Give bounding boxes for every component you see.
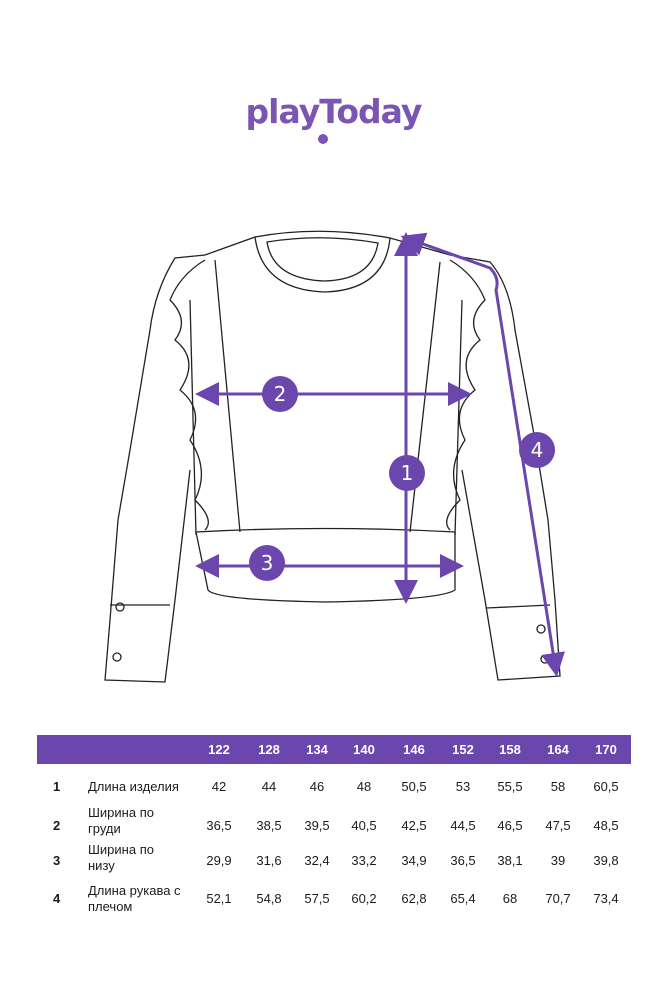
size-header: 146	[403, 742, 425, 757]
svg-text:1: 1	[400, 461, 414, 485]
row-number: 4	[53, 891, 61, 906]
table-cell: 44,5	[450, 818, 476, 833]
table-cell: 46	[309, 779, 325, 794]
table-cell: 65,4	[450, 891, 476, 906]
table-cell: 60,2	[351, 891, 377, 906]
table-cell: 70,7	[545, 891, 571, 906]
table-cell: 40,5	[351, 818, 377, 833]
size-header: 122	[208, 742, 230, 757]
table-cell: 53	[455, 779, 471, 794]
row-label: Длина рукава с плечом	[88, 883, 181, 914]
sweater-outline	[105, 231, 560, 682]
size-header: 164	[547, 742, 569, 757]
size-header: 134	[306, 742, 328, 757]
row-label: Ширина по груди	[88, 805, 154, 836]
table-cell: 31,6	[256, 853, 282, 868]
svg-text:3: 3	[260, 551, 274, 575]
table-cell: 60,5	[593, 779, 619, 794]
size-header: 170	[595, 742, 617, 757]
row-label: Ширина по низу	[88, 842, 154, 873]
svg-text:4: 4	[530, 438, 544, 462]
table-cell: 52,1	[206, 891, 232, 906]
table-row	[37, 875, 631, 915]
marker-3	[249, 545, 285, 581]
size-table	[37, 735, 631, 915]
row-number: 1	[53, 779, 61, 794]
svg-text:2: 2	[273, 382, 287, 406]
row-number: 2	[53, 818, 61, 833]
table-cell: 38,5	[256, 818, 282, 833]
marker-1	[389, 455, 425, 491]
table-cell: 58	[550, 779, 566, 794]
row-label: Длина изделия	[88, 779, 179, 794]
table-cell: 62,8	[401, 891, 427, 906]
size-header: 158	[499, 742, 521, 757]
table-cell: 39,8	[593, 853, 619, 868]
marker-2	[262, 376, 298, 412]
table-cell: 38,1	[497, 853, 523, 868]
size-table-header	[37, 735, 631, 764]
table-cell: 55,5	[497, 779, 523, 794]
size-header: 140	[353, 742, 375, 757]
measure-lines	[207, 240, 555, 665]
size-header: 128	[258, 742, 280, 757]
row-number: 3	[53, 853, 61, 868]
brand-logo: playToday	[245, 92, 422, 131]
table-cell: 36,5	[206, 818, 232, 833]
table-cell: 39	[550, 853, 566, 868]
table-cell: 39,5	[304, 818, 330, 833]
table-cell: 29,9	[206, 853, 232, 868]
table-cell: 48	[356, 779, 372, 794]
table-cell: 57,5	[304, 891, 330, 906]
table-cell: 42,5	[401, 818, 427, 833]
table-cell: 68	[502, 891, 518, 906]
table-cell: 32,4	[304, 853, 330, 868]
table-cell: 44	[261, 779, 277, 794]
table-row	[37, 764, 631, 801]
table-cell: 42	[211, 779, 227, 794]
table-row	[37, 838, 631, 875]
table-cell: 33,2	[351, 853, 377, 868]
table-cell: 54,8	[256, 891, 282, 906]
marker-4	[519, 432, 555, 468]
table-cell: 46,5	[497, 818, 523, 833]
table-cell: 50,5	[401, 779, 427, 794]
table-cell: 36,5	[450, 853, 476, 868]
table-cell: 73,4	[593, 891, 619, 906]
table-row	[37, 801, 631, 838]
table-cell: 48,5	[593, 818, 619, 833]
table-cell: 34,9	[401, 853, 427, 868]
table-cell: 47,5	[545, 818, 571, 833]
size-header: 152	[452, 742, 474, 757]
